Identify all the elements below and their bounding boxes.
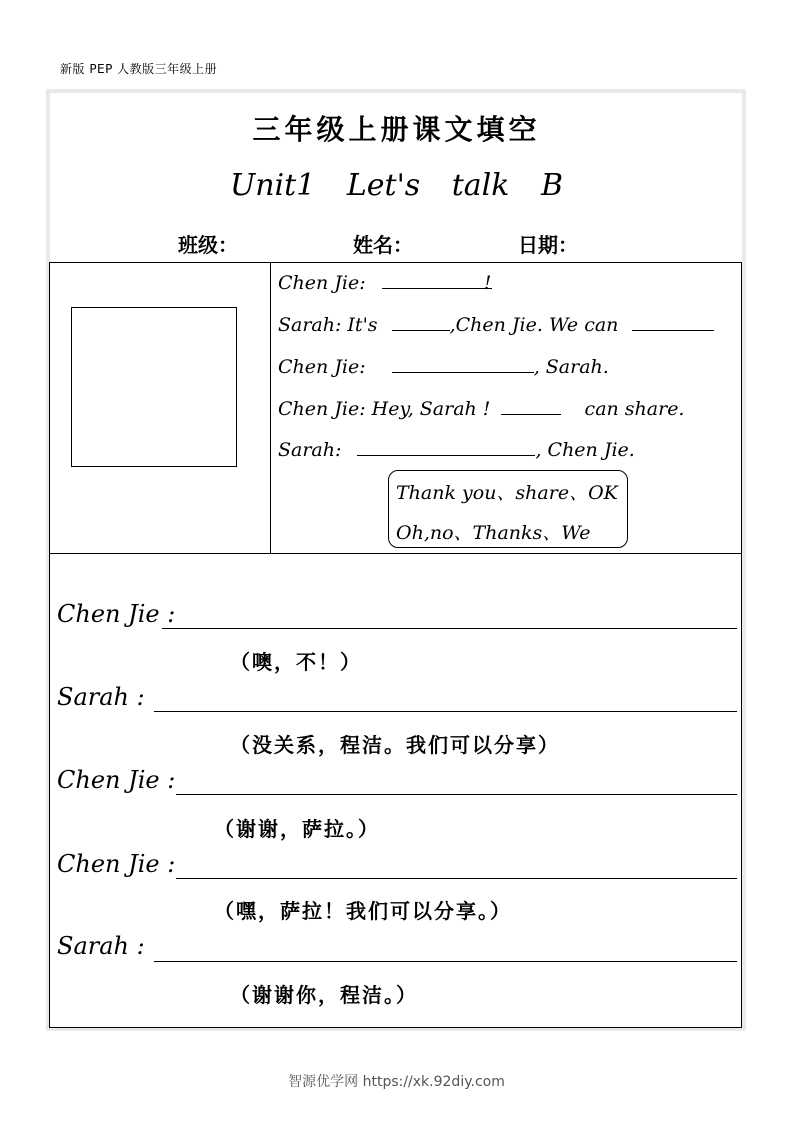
dialogue-line-2 xyxy=(278,312,714,336)
answer-line-1[interactable] xyxy=(162,628,737,629)
dialogue-line-1-end: ! xyxy=(483,272,492,294)
dialogue-line-4-end: can share. xyxy=(584,398,685,420)
word-bank-line-2: Oh,no、Thanks、We xyxy=(396,522,591,544)
dialogue-divider xyxy=(270,262,271,554)
blank-2[interactable] xyxy=(392,312,450,331)
translation-hint-2: （没关系，程洁。我们可以分享） xyxy=(230,733,560,757)
translation-speaker-2: Sarah : xyxy=(57,683,145,711)
translation-hint-3: （谢谢，萨拉。） xyxy=(214,817,380,841)
unit-subtitle: Unit1 Let's talk B xyxy=(229,168,564,203)
date-label: 日期： xyxy=(518,233,578,257)
word-bank-line-1: Thank you、share、OK xyxy=(396,482,618,504)
footer-source: 智源优学网 https://xk.92diy.com xyxy=(288,1074,505,1090)
dialogue-line-1-speaker: Chen Jie: xyxy=(278,272,366,294)
dialogue-line-1 xyxy=(278,270,491,294)
translation-speaker-3: Chen Jie : xyxy=(57,766,176,794)
translation-hint-1: （噢，不！） xyxy=(230,650,362,674)
picture-placeholder xyxy=(71,307,237,467)
answer-line-4[interactable] xyxy=(176,878,737,879)
translation-speaker-5: Sarah : xyxy=(57,932,145,960)
blank-3[interactable] xyxy=(632,312,714,331)
dialogue-line-3-end: , Sarah. xyxy=(533,356,609,378)
dialogue-line-4 xyxy=(278,396,684,420)
translation-speaker-4: Chen Jie : xyxy=(57,850,176,878)
dialogue-line-2-mid: ,Chen Jie. We can xyxy=(449,314,619,336)
dialogue-line-3-speaker: Chen Jie: xyxy=(278,356,366,378)
translation-speaker-1: Chen Jie : xyxy=(57,600,176,628)
dialogue-line-5-speaker: Sarah: xyxy=(278,439,342,461)
name-label: 姓名： xyxy=(353,233,413,257)
translation-hint-5: （谢谢你，程洁。） xyxy=(230,983,418,1007)
dialogue-line-4-start: Chen Jie: Hey, Sarah ! xyxy=(278,398,491,420)
answer-line-3[interactable] xyxy=(176,794,737,795)
worksheet-title: 三年级上册课文填空 xyxy=(252,113,541,146)
blank-4[interactable] xyxy=(392,354,534,373)
dialogue-line-5 xyxy=(278,437,635,461)
class-label: 班级： xyxy=(178,233,238,257)
dialogue-line-5-end: , Chen Jie. xyxy=(535,439,635,461)
blank-6[interactable] xyxy=(357,437,535,456)
translation-hint-4: （嘿，萨拉！我们可以分享。） xyxy=(214,899,512,923)
header-label: 新版 PEP 人教版三年级上册 xyxy=(60,62,218,76)
answer-line-5[interactable] xyxy=(154,961,737,962)
blank-1[interactable] xyxy=(382,270,492,289)
dialogue-line-2-start: Sarah: It's xyxy=(278,314,378,336)
answer-line-2[interactable] xyxy=(154,711,737,712)
blank-5[interactable] xyxy=(501,396,561,415)
dialogue-line-3 xyxy=(278,354,609,378)
